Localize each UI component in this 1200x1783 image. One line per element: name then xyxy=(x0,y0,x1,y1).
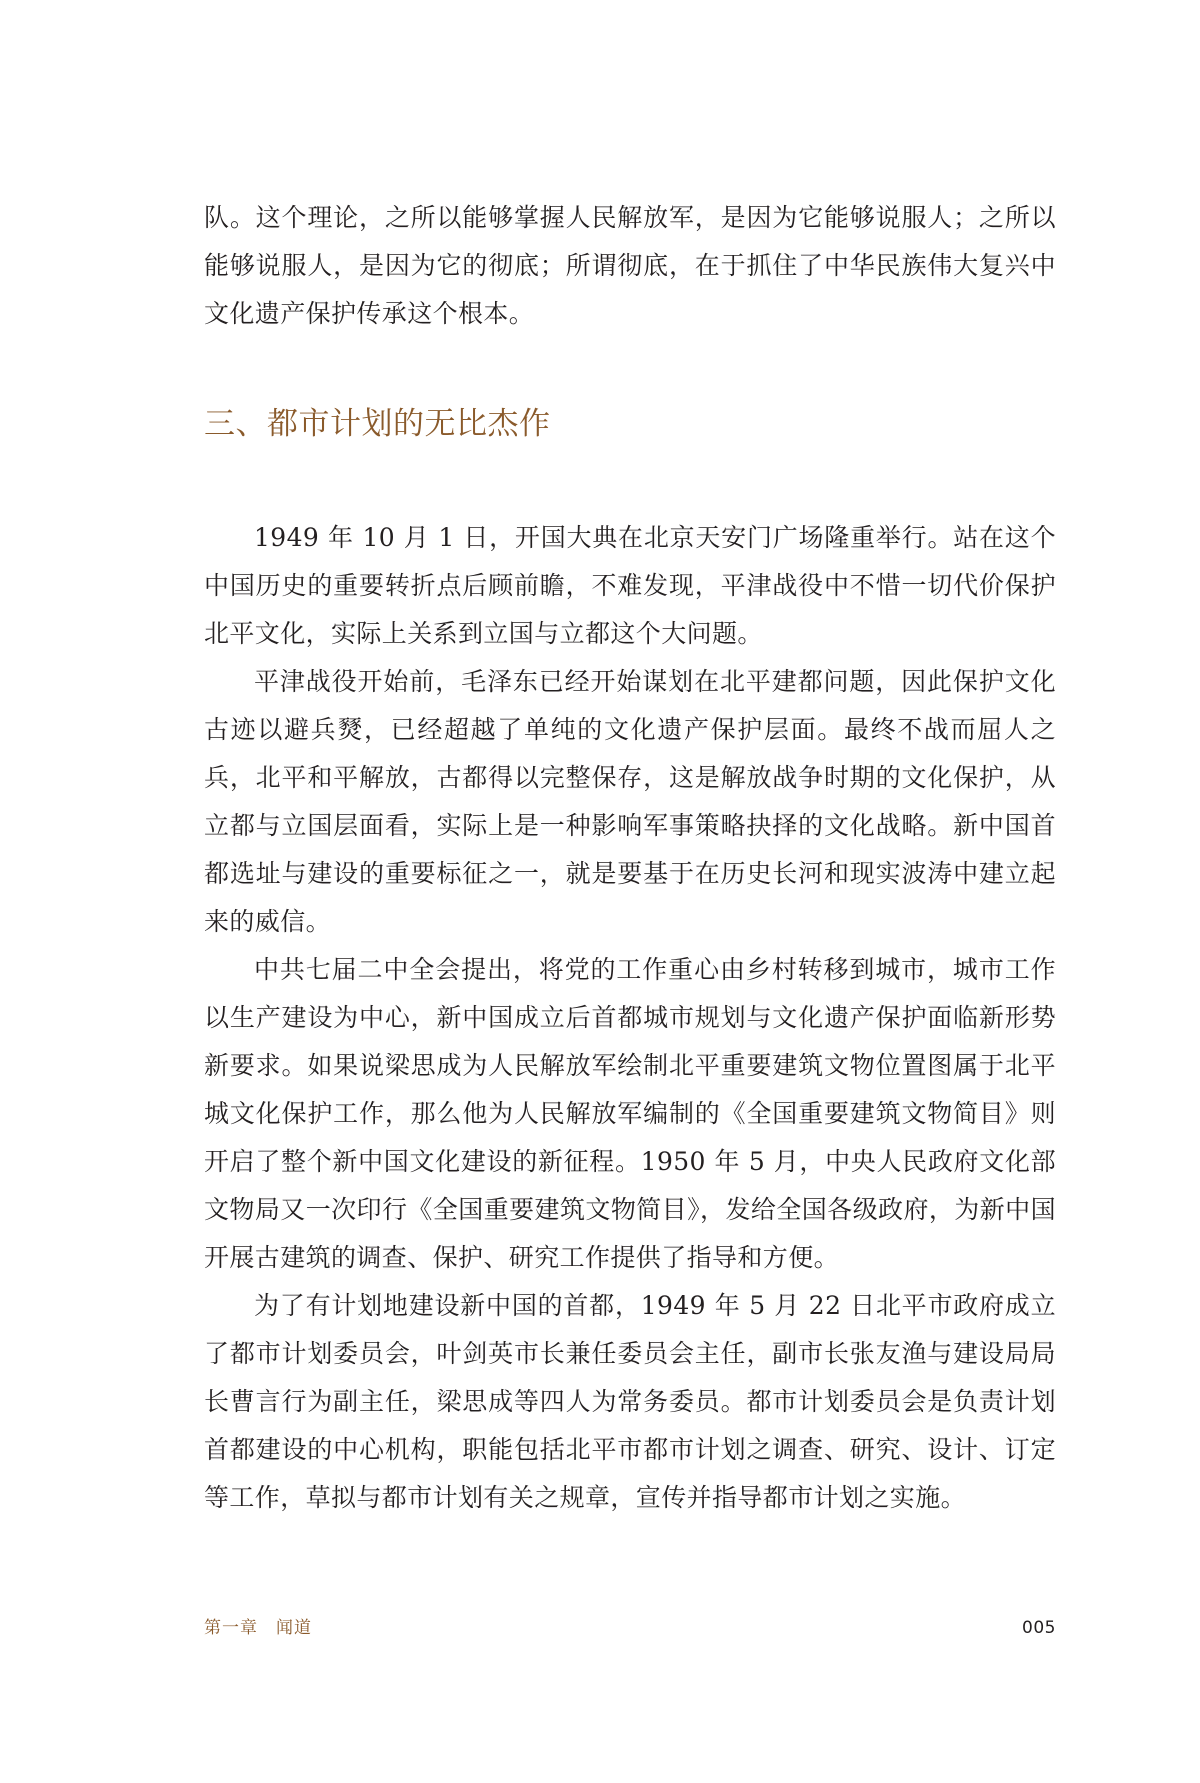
section-title: 三、都市计划的无比杰作 xyxy=(204,406,551,442)
paragraph-4: 为了有计划地建设新中国的首都，1949 年 5 月 22 日北平市政府成立了都市计划委员会，叶剑英市长兼任委员会主任，副市长张友渔与建设局局长曹言行为副主任，梁思成等四人为常务委员。都市计划委员会是负责计划首都建设的中心机构，职能包括北平市都市计划之调查、研究、设计、订定等工作，草拟与都市计划有关之规章，宣传并指导都市计划之实施。 xyxy=(204,1291,1056,1512)
paragraph-3: 中共七届二中全会提出，将党的工作重心由乡村转移到城市，城市工作以生产建设为中心，新中国成立后首都城市规划与文化遗产保护面临新形势新要求。如果说梁思成为人民解放军绘制北平重要建筑文物位置图属于北平城文化保护工作，那么他为人民解放军编制的《全国重要建筑文物简目》则开启了整个新中国文化建设的新征程。1950 年 5 月，中央人民政府文化部文物局又一次印行《全国重要建筑文物简目》，发给全国各级政府，为新中国开展古建筑的调查、保护、研究工作提供了指导和方便。 xyxy=(204,955,1056,1272)
paragraph-2: 平津战役开始前，毛泽东已经开始谋划在北平建都问题，因此保护文化古迹以避兵燹，已经超越了单纯的文化遗产保护层面。最终不战而屈人之兵，北平和平解放，古都得以完整保存，这是解放战争时期的文化保护，从立都与立国层面看，实际上是一种影响军事策略抉择的文化战略。新中国首都选址与建设的重要标征之一，就是要基于在历史长河和现实波涛中建立起来的威信。 xyxy=(204,667,1056,936)
opening-paragraph: 队。这个理论，之所以能够掌握人民解放军，是因为它能够说服人；之所以能够说服人，是因为它的彻底；所谓彻底，在于抓住了中华民族伟大复兴中文化遗产保护传承这个根本。 xyxy=(204,203,1056,328)
page-number: 005 xyxy=(1022,1618,1056,1638)
paragraph-1: 1949 年 10 月 1 日，开国大典在北京天安门广场隆重举行。站在这个中国历史的重要转折点后顾前瞻，不难发现，平津战役中不惜一切代价保护北平文化，实际上关系到立国与立都这个大问题。 xyxy=(204,523,1056,648)
running-footer-chapter: 第一章 闻道 xyxy=(204,1618,312,1638)
section-body xyxy=(204,514,1056,1522)
